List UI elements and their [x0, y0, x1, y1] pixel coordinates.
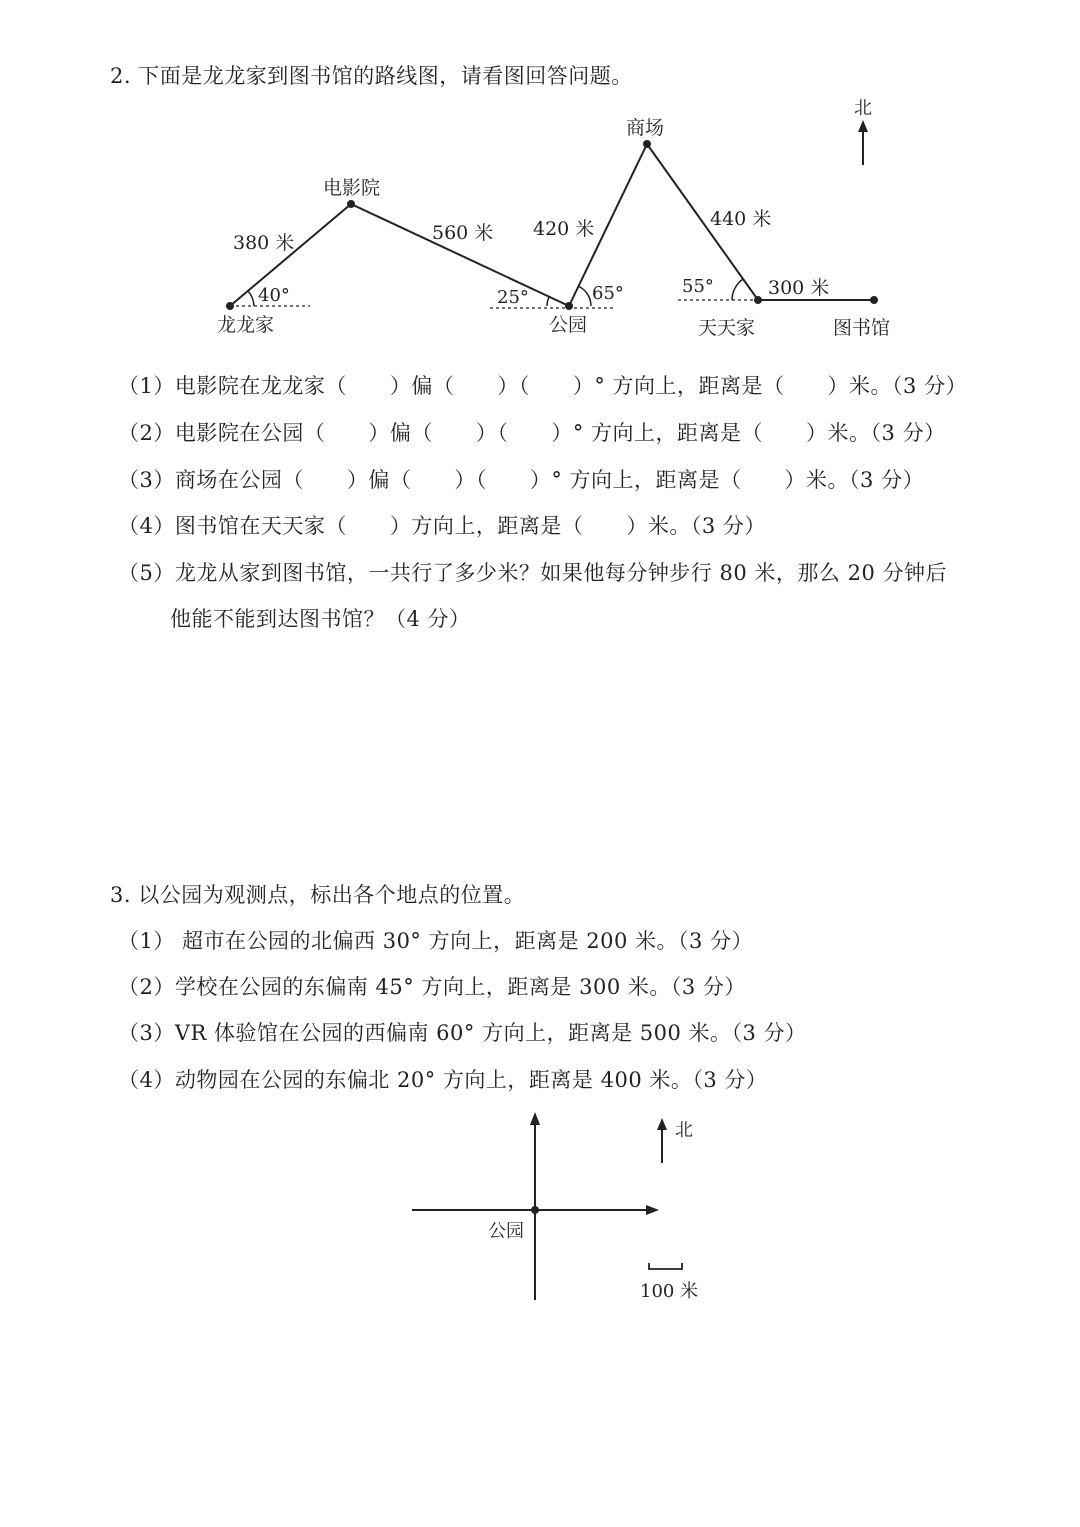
scale-bar	[649, 1263, 682, 1269]
distance-cinema-park: 560 米	[432, 222, 494, 244]
origin-label: 公园	[488, 1221, 524, 1242]
distance-mall-tiantian: 440 米	[710, 208, 772, 230]
q3-question-2: （2）学校在公园的东偏南 45° 方向上，距离是 300 米。（3 分）	[118, 975, 746, 999]
angle-home: 40°	[258, 285, 290, 306]
point-park-origin	[531, 1206, 539, 1214]
question-2-title: 2. 下面是龙龙家到图书馆的路线图，请看图回答问题。	[110, 64, 633, 88]
label-park: 公园	[549, 314, 588, 336]
label-home: 龙龙家	[217, 314, 275, 336]
q3-question-3: （3）VR 体验馆在公园的西偏南 60° 方向上，距离是 500 米。（3 分）	[118, 1021, 807, 1045]
angle-park-left: 25°	[497, 287, 529, 308]
q3-question-1: （1） 超市在公园的北偏西 30° 方向上，距离是 200 米。（3 分）	[118, 929, 754, 953]
q2-question-4: （4）图书馆在天天家（ ）方向上，距离是（ ）米。（3 分）	[118, 514, 766, 538]
label-tiantian: 天天家	[698, 317, 756, 339]
q2-question-2: （2）电影院在公园（ ）偏（ ）（ ）° 方向上，距离是（ ）米。（3 分）	[118, 421, 946, 445]
q2-question-5-cont: 他能不能到达图书馆？（4 分）	[170, 607, 471, 631]
q2-question-3: （3）商场在公园（ ）偏（ ）（ ）° 方向上，距离是（ ）米。（3 分）	[118, 468, 925, 492]
label-library: 图书馆	[833, 317, 891, 339]
distance-tiantian-library: 300 米	[768, 277, 830, 299]
distance-park-mall: 420 米	[533, 218, 595, 240]
question-3-title: 3. 以公园为观测点，标出各个地点的位置。	[110, 883, 526, 907]
label-cinema: 电影院	[323, 177, 381, 199]
north-label-2: 北	[675, 1120, 693, 1141]
angle-park-right: 65°	[592, 283, 624, 304]
q2-question-5: （5）龙龙从家到图书馆，一共行了多少米？如果他每分钟步行 80 米，那么 20 分钟后	[118, 561, 948, 585]
north-arrow-icon	[657, 1118, 667, 1163]
scale-label: 100 米	[640, 1281, 699, 1302]
angle-tiantian: 55°	[682, 276, 714, 297]
distance-home-cinema: 380 米	[233, 232, 295, 254]
q3-question-4: （4）动物园在公园的东偏北 20° 方向上，距离是 400 米。（3 分）	[118, 1068, 768, 1092]
horizontal-axis-arrow-icon	[646, 1205, 659, 1215]
q2-question-1: （1）电影院在龙龙家（ ）偏（ ）（ ）° 方向上，距离是（ ）米。（3 分）	[118, 374, 968, 398]
label-mall: 商场	[626, 117, 665, 139]
north-label: 北	[854, 98, 872, 119]
vertical-axis-arrow-icon	[530, 1112, 540, 1125]
